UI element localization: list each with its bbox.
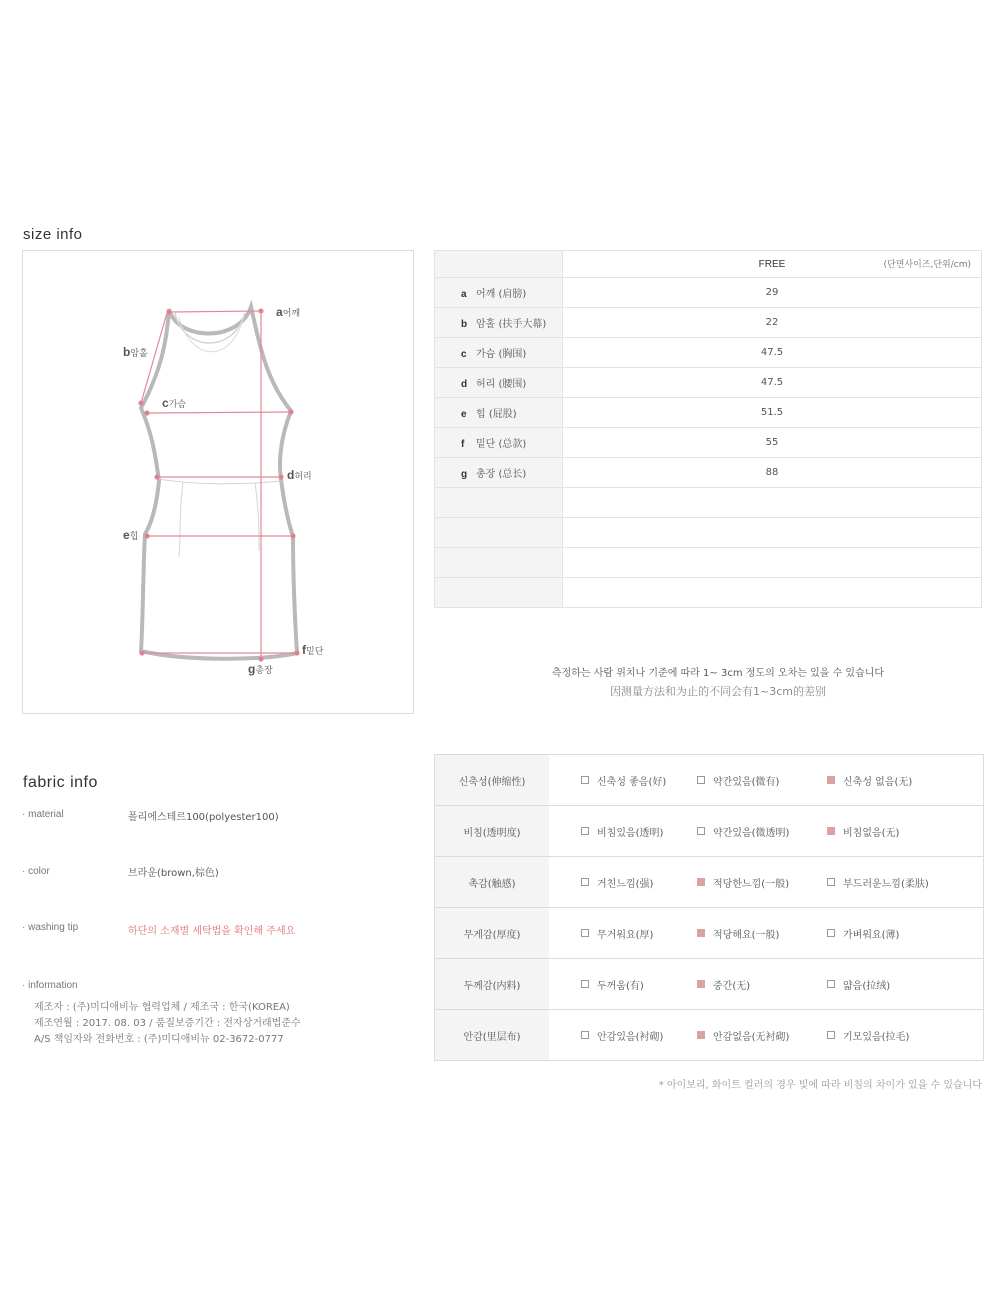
checkbox-checked-icon — [697, 980, 705, 988]
checkbox-icon — [827, 980, 835, 988]
table-row-empty — [435, 488, 982, 518]
feature-option: 기모있음(拉毛) — [827, 1028, 909, 1043]
size-table — [434, 250, 982, 608]
material-label: · material — [22, 809, 64, 820]
label-b: b암홀 — [123, 345, 148, 359]
checkbox-icon — [581, 1031, 589, 1039]
size-unit: (단면사이즈,단위/cm) — [883, 260, 971, 270]
table-row-empty — [435, 518, 982, 548]
label-e: e힙 — [123, 528, 139, 542]
color-value: 브라운(brown,棕色) — [128, 868, 219, 879]
checkbox-icon — [581, 929, 589, 937]
feature-row: 신축성(伸缩性) 신축성 좋음(好) 약간있음(微有) 신축성 없음(无) — [435, 755, 984, 806]
checkbox-icon — [827, 878, 835, 886]
feature-option: 거친느낌(强) — [549, 875, 697, 890]
label-a: a어깨 — [276, 305, 301, 319]
table-row: d 허리 (腰围) 47.5 — [435, 368, 982, 398]
material-value: 폴리에스테르100(polyester100) — [128, 812, 279, 823]
feature-option: 중간(无) — [697, 977, 827, 992]
checkbox-icon — [697, 827, 705, 835]
table-row-empty — [435, 578, 982, 608]
measurement-note-ko: 측정하는 사람 위치나 기준에 따라 1~ 3cm 정도의 오차는 있을 수 있습니다 — [551, 668, 885, 679]
feature-option: 적당해요(一般) — [697, 926, 827, 941]
feature-option: 약간있음(微透明) — [697, 824, 827, 839]
table-row: f 밑단 (总款) 55 — [435, 428, 982, 458]
feature-option: 적당한느낌(一般) — [697, 875, 827, 890]
dress-outline — [141, 307, 297, 659]
information-lines — [34, 1000, 301, 1048]
checkbox-checked-icon — [697, 878, 705, 886]
label-g: g총장 — [248, 662, 273, 676]
measurement-lines — [139, 309, 299, 661]
checkbox-icon — [581, 776, 589, 784]
feature-option: 약간있음(微有) — [697, 773, 827, 788]
table-row: g 총장 (总长) 88 — [435, 458, 982, 488]
washing-label: · washing tip — [22, 922, 79, 933]
table-row: c 가슴 (胸围) 47.5 — [435, 338, 982, 368]
fabric-feature-table — [434, 754, 984, 1061]
feature-option: 안감있음(衬砌) — [549, 1028, 697, 1043]
transparency-note: * 아이보리, 화이트 컬러의 경우 빛에 따라 비침의 차이가 있을 수 있습니다 — [658, 1080, 982, 1091]
feature-option: 신축성 좋음(好) — [549, 773, 697, 788]
checkbox-checked-icon — [697, 1031, 705, 1039]
size-table-header — [435, 251, 982, 278]
feature-option: 비침있음(透明) — [549, 824, 697, 839]
dress-diagram — [22, 250, 414, 714]
checkbox-icon — [581, 878, 589, 886]
checkbox-icon — [581, 980, 589, 988]
checkbox-icon — [581, 827, 589, 835]
checkbox-icon — [827, 1031, 835, 1039]
table-row-empty — [435, 548, 982, 578]
label-f: f밑단 — [302, 643, 324, 657]
feature-row: 촉감(触感) 거친느낌(强) 적당한느낌(一般) 부드러운느낌(柔肤) — [435, 857, 984, 908]
size-info-title: size info — [23, 226, 83, 243]
label-d: d허리 — [287, 468, 312, 482]
table-row: b 암홀 (扶手大幕) 22 — [435, 308, 982, 338]
feature-option: 가벼워요(薄) — [827, 926, 899, 941]
label-c: c가슴 — [162, 396, 187, 410]
feature-row: 안감(里层布) 안감있음(衬砌) 안감없음(无衬砌) 기모있음(拉毛) — [435, 1010, 984, 1061]
fabric-info-title: fabric info — [23, 774, 98, 791]
checkbox-icon — [827, 929, 835, 937]
measurement-note-cn: 因测量方法和为止的不同会有1~3cm的差别 — [610, 685, 826, 698]
washing-value: 하단의 소재별 세탁법을 확인해 주세요 — [128, 926, 296, 937]
dress-illustration — [23, 251, 415, 715]
table-row: a 어깨 (肩膀) 29 — [435, 278, 982, 308]
feature-option: 안감없음(无衬砌) — [697, 1028, 827, 1043]
color-label: · color — [22, 866, 50, 877]
checkbox-checked-icon — [697, 929, 705, 937]
information-label: · information — [22, 980, 78, 991]
feature-row: 비침(透明度) 비침있음(透明) 약간있음(微透明) 비침없음(无) — [435, 806, 984, 857]
info-line: 제조연월 : 2017. 08. 03 / 품질보증기간 : 전자상거래법준수 — [34, 1018, 301, 1029]
checkbox-icon — [697, 776, 705, 784]
feature-option: 부드러운느낌(柔肤) — [827, 875, 929, 890]
table-row: e 힙 (屁股) 51.5 — [435, 398, 982, 428]
checkbox-checked-icon — [827, 776, 835, 784]
checkbox-checked-icon — [827, 827, 835, 835]
feature-row: 두께감(内料) 두꺼움(有) 중간(无) 얇음(拉绒) — [435, 959, 984, 1010]
feature-option: 무거워요(厚) — [549, 926, 697, 941]
feature-option: 신축성 없음(无) — [827, 773, 912, 788]
info-line: 제조자 : (주)미디애비뉴 협력업체 / 제조국 : 한국(KOREA) — [34, 1002, 290, 1013]
feature-option: 비침없음(无) — [827, 824, 899, 839]
feature-option: 얇음(拉绒) — [827, 977, 890, 992]
feature-option: 두꺼움(有) — [549, 977, 697, 992]
size-free-label: FREE — [758, 258, 786, 270]
info-line: A/S 책임자와 전화번호 : (주)미디애비뉴 02-3672-0777 — [34, 1034, 284, 1045]
feature-row: 무게감(厚度) 무거워요(厚) 적당해요(一般) 가벼워요(薄) — [435, 908, 984, 959]
